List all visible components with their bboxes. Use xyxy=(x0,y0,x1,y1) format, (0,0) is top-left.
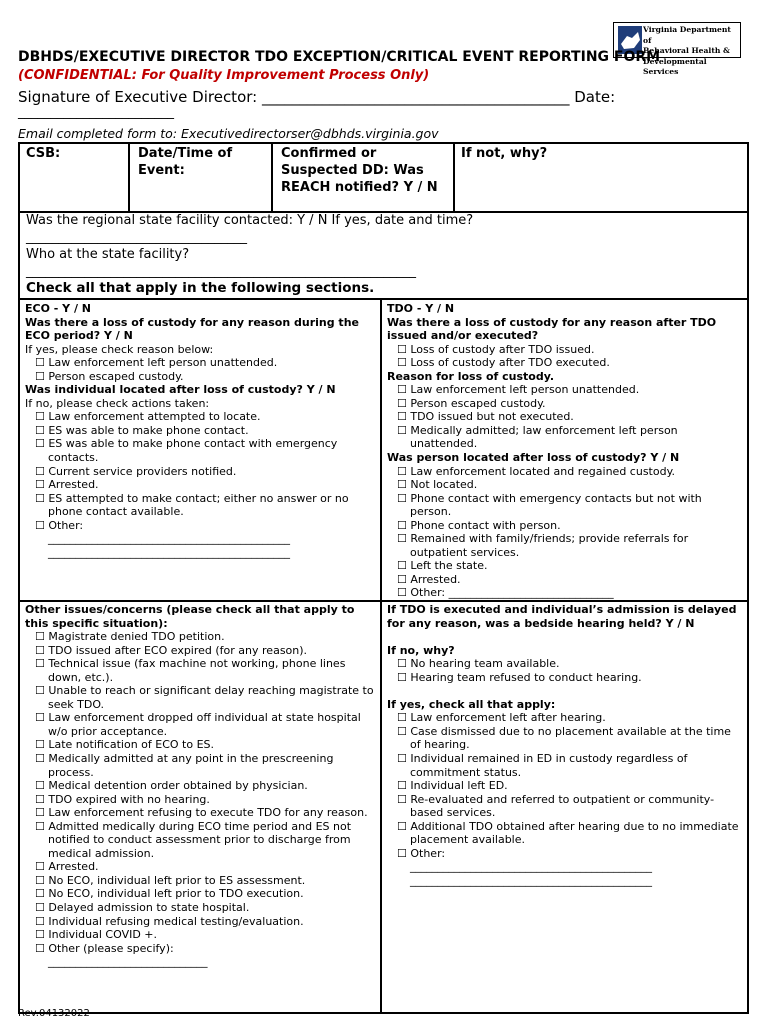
checkbox-option[interactable]: ☐ TDO issued after ECO expired (for any reason). xyxy=(35,643,308,657)
form-title: DBHDS/EXECUTIVE DIRECTOR TDO EXCEPTION/CRITICAL EVENT REPORTING FORM xyxy=(18,49,661,65)
checkbox-option[interactable]: ☐ Arrested. xyxy=(397,572,461,586)
checkbox-option[interactable]: ☐ Law enforcement attempted to locate. xyxy=(35,410,261,424)
section-question: Reason for loss of custody. xyxy=(387,369,555,383)
revision-label: Rev.04132022 xyxy=(18,1008,90,1019)
facility-question: Was the regional state facility contacted: Y / N If yes, date and time? xyxy=(26,213,474,228)
checkbox-option[interactable]: ☐ TDO issued but not executed. xyxy=(397,410,574,424)
checkbox-option[interactable]: ☐ Phone contact with person. xyxy=(397,518,561,532)
fill-in-line[interactable]: ____________________________________________ xyxy=(410,860,652,874)
checkbox-option[interactable]: ☐ Additional TDO obtained after hearing due to no immediate placement available. xyxy=(397,819,739,847)
divider xyxy=(20,600,747,602)
checkbox-option[interactable]: ☐ Arrested. xyxy=(35,478,99,492)
checkbox-option[interactable]: ☐ Individual left ED. xyxy=(397,779,508,793)
checkbox-option[interactable]: ☐ Loss of custody after TDO issued. xyxy=(397,342,595,356)
spacer xyxy=(387,684,743,698)
checkbox-option[interactable]: ☐ Not located. xyxy=(397,478,478,492)
section-question: Was individual located after loss of custody? Y / N xyxy=(25,383,336,397)
instruction-text: If yes, please check reason below: xyxy=(25,342,214,356)
checkbox-option[interactable]: ☐ Other: xyxy=(35,518,84,532)
email-instructions: Email completed form to: Executivedirectorser@dbhds.virginia.gov xyxy=(18,126,439,141)
checkbox-option[interactable]: ☐ Arrested. xyxy=(35,860,99,874)
section-question: If yes, check all that apply: xyxy=(387,697,556,711)
checkbox-option[interactable]: ☐ No ECO, individual left prior to ES assessment. xyxy=(35,873,306,887)
checkbox-option[interactable]: ☐ Other: xyxy=(397,846,446,860)
divider xyxy=(453,144,455,212)
fill-in-line[interactable]: ____________________________________________ xyxy=(48,532,290,546)
checkbox-option[interactable]: ☐ Law enforcement refusing to execute TDO for any reason. xyxy=(35,806,368,820)
checkbox-option[interactable]: ☐ Individual COVID +. xyxy=(35,928,158,942)
checkbox-option[interactable]: ☐ Other: ______________________________ xyxy=(397,586,614,600)
checkbox-option[interactable]: ☐ TDO expired with no hearing. xyxy=(35,792,210,806)
checkbox-option[interactable]: ☐ Law enforcement left person unattended. xyxy=(35,356,278,370)
if-not-why-label[interactable]: If not, why? xyxy=(461,146,548,161)
checkbox-option[interactable]: ☐ No ECO, individual left prior to TDO execution. xyxy=(35,887,304,901)
checkbox-option[interactable]: ☐ ES was able to make phone contact with emergency contacts. xyxy=(35,437,338,465)
checkbox-option[interactable]: ☐ Person escaped custody. xyxy=(35,369,184,383)
checkbox-option[interactable]: ☐ Individual remained in ED in custody regardless of commitment status. xyxy=(397,752,688,779)
checkbox-option[interactable]: ☐ Re-evaluated and referred to outpatient or community-based services. xyxy=(397,792,715,820)
checkbox-option[interactable]: ☐ Hearing team refused to conduct hearing. xyxy=(397,670,642,684)
tdo-section xyxy=(387,302,743,600)
logo-line-3: Developmental Services xyxy=(643,56,707,76)
checkbox-option[interactable]: ☐ Delayed admission to state hospital. xyxy=(35,901,250,915)
date-blank[interactable]: ________________________ xyxy=(18,105,174,120)
section-question: ECO - Y / N xyxy=(25,302,92,315)
section-question: Was there a loss of custody for any reason after TDO issued and/or executed? xyxy=(387,315,717,343)
fill-in-line[interactable]: _____________________________ xyxy=(48,955,208,969)
checkbox-option[interactable]: ☐ Other (please specify): xyxy=(35,941,174,955)
logo-line-1: Virginia Department of xyxy=(643,25,731,45)
eco-section xyxy=(25,302,375,559)
checkbox-option[interactable]: ☐ Remained with family/friends; provide referrals for outpatient services. xyxy=(397,532,689,559)
checkbox-option[interactable]: ☐ Individual refusing medical testing/evaluation. xyxy=(35,914,304,928)
checkbox-option[interactable]: ☐ Unable to reach or significant delay reaching magistrate to seek TDO. xyxy=(35,684,374,711)
checkbox-option[interactable]: ☐ Phone contact with emergency contacts but not with person. xyxy=(397,491,702,519)
checkbox-option[interactable]: ☐ Law enforcement left person unattended. xyxy=(397,383,640,397)
checkbox-option[interactable]: ☐ Loss of custody after TDO executed. xyxy=(397,356,610,370)
section-question: If no, why? xyxy=(387,643,455,657)
checkbox-option[interactable]: ☐ Law enforcement dropped off individual at state hospital w/o prior acceptance. xyxy=(35,711,361,738)
facility-who: Who at the state facility? xyxy=(26,247,190,262)
checkbox-option[interactable]: ☐ Admitted medically during ECO time period and ES not notified to conduct assessment prior to discharge from medical admission. xyxy=(35,819,352,860)
fill-in-line[interactable]: ____________________________________________ xyxy=(410,873,652,887)
checkbox-option[interactable]: ☐ Case dismissed due to no placement available at the time of hearing. xyxy=(397,724,731,752)
facility-blank[interactable]: __________________________________ xyxy=(26,230,247,245)
divider xyxy=(271,144,273,212)
bedside-hearing-section xyxy=(387,603,743,887)
checkbox-option[interactable]: ☐ Left the state. xyxy=(397,559,488,573)
section-question: Was person located after loss of custody? Y / N xyxy=(387,451,680,465)
checkbox-option[interactable]: ☐ Technical issue (fax machine not working, phone lines down, etc.). xyxy=(35,657,346,684)
logo-line-2: Behavioral Health & xyxy=(643,46,730,55)
confidential-notice: (CONFIDENTIAL: For Quality Improvement Process Only) xyxy=(18,68,430,83)
other-issues-section xyxy=(25,603,375,969)
instruction-text: If no, please check actions taken: xyxy=(25,396,210,410)
csb-label[interactable]: CSB: xyxy=(26,146,61,161)
facility-who-blank[interactable]: ____________________________________________________________ xyxy=(26,264,416,279)
signature-line[interactable]: Signature of Executive Director: _________________________________________ Date: xyxy=(18,88,616,106)
checkbox-option[interactable]: ☐ Medically admitted at any point in the prescreening process. xyxy=(35,752,334,779)
checkbox-option[interactable]: ☐ ES attempted to make contact; either no answer or no phone contact available. xyxy=(35,491,349,519)
divider xyxy=(20,298,747,300)
section-question: Was there a loss of custody for any reason during the ECO period? Y / N xyxy=(25,315,359,343)
checkbox-option[interactable]: ☐ Late notification of ECO to ES. xyxy=(35,738,215,752)
checkbox-option[interactable]: ☐ Medically admitted; law enforcement left person unattended. xyxy=(397,423,678,451)
checkbox-option[interactable]: ☐ Law enforcement left after hearing. xyxy=(397,711,606,725)
form-table xyxy=(18,142,749,1014)
section-question: Other issues/concerns (please check all that apply to this specific situation): xyxy=(25,603,355,630)
reach-notified-label[interactable]: Confirmed or Suspected DD: Was REACH notified? Y / N xyxy=(281,146,438,195)
divider xyxy=(128,144,130,212)
column-divider xyxy=(380,298,382,1014)
checkbox-option[interactable]: ☐ ES was able to make phone contact. xyxy=(35,423,249,437)
section-heading: Check all that apply in the following sections. xyxy=(26,280,375,296)
checkbox-option[interactable]: ☐ Magistrate denied TDO petition. xyxy=(35,630,225,644)
fill-in-line[interactable]: ____________________________________________ xyxy=(48,545,290,559)
checkbox-option[interactable]: ☐ Person escaped custody. xyxy=(397,396,546,410)
checkbox-option[interactable]: ☐ Law enforcement located and regained custody. xyxy=(397,464,676,478)
datetime-label[interactable]: Date/Time of Event: xyxy=(138,146,233,178)
section-question: TDO - Y / N xyxy=(387,302,455,315)
checkbox-option[interactable]: ☐ No hearing team available. xyxy=(397,657,560,671)
spacer xyxy=(387,630,743,644)
checkbox-option[interactable]: ☐ Current service providers notified. xyxy=(35,464,237,478)
checkbox-option[interactable]: ☐ Medical detention order obtained by physician. xyxy=(35,779,308,793)
section-question: If TDO is executed and individual’s admission is delayed for any reason, was a bedside hearing held? Y / N xyxy=(387,603,737,630)
